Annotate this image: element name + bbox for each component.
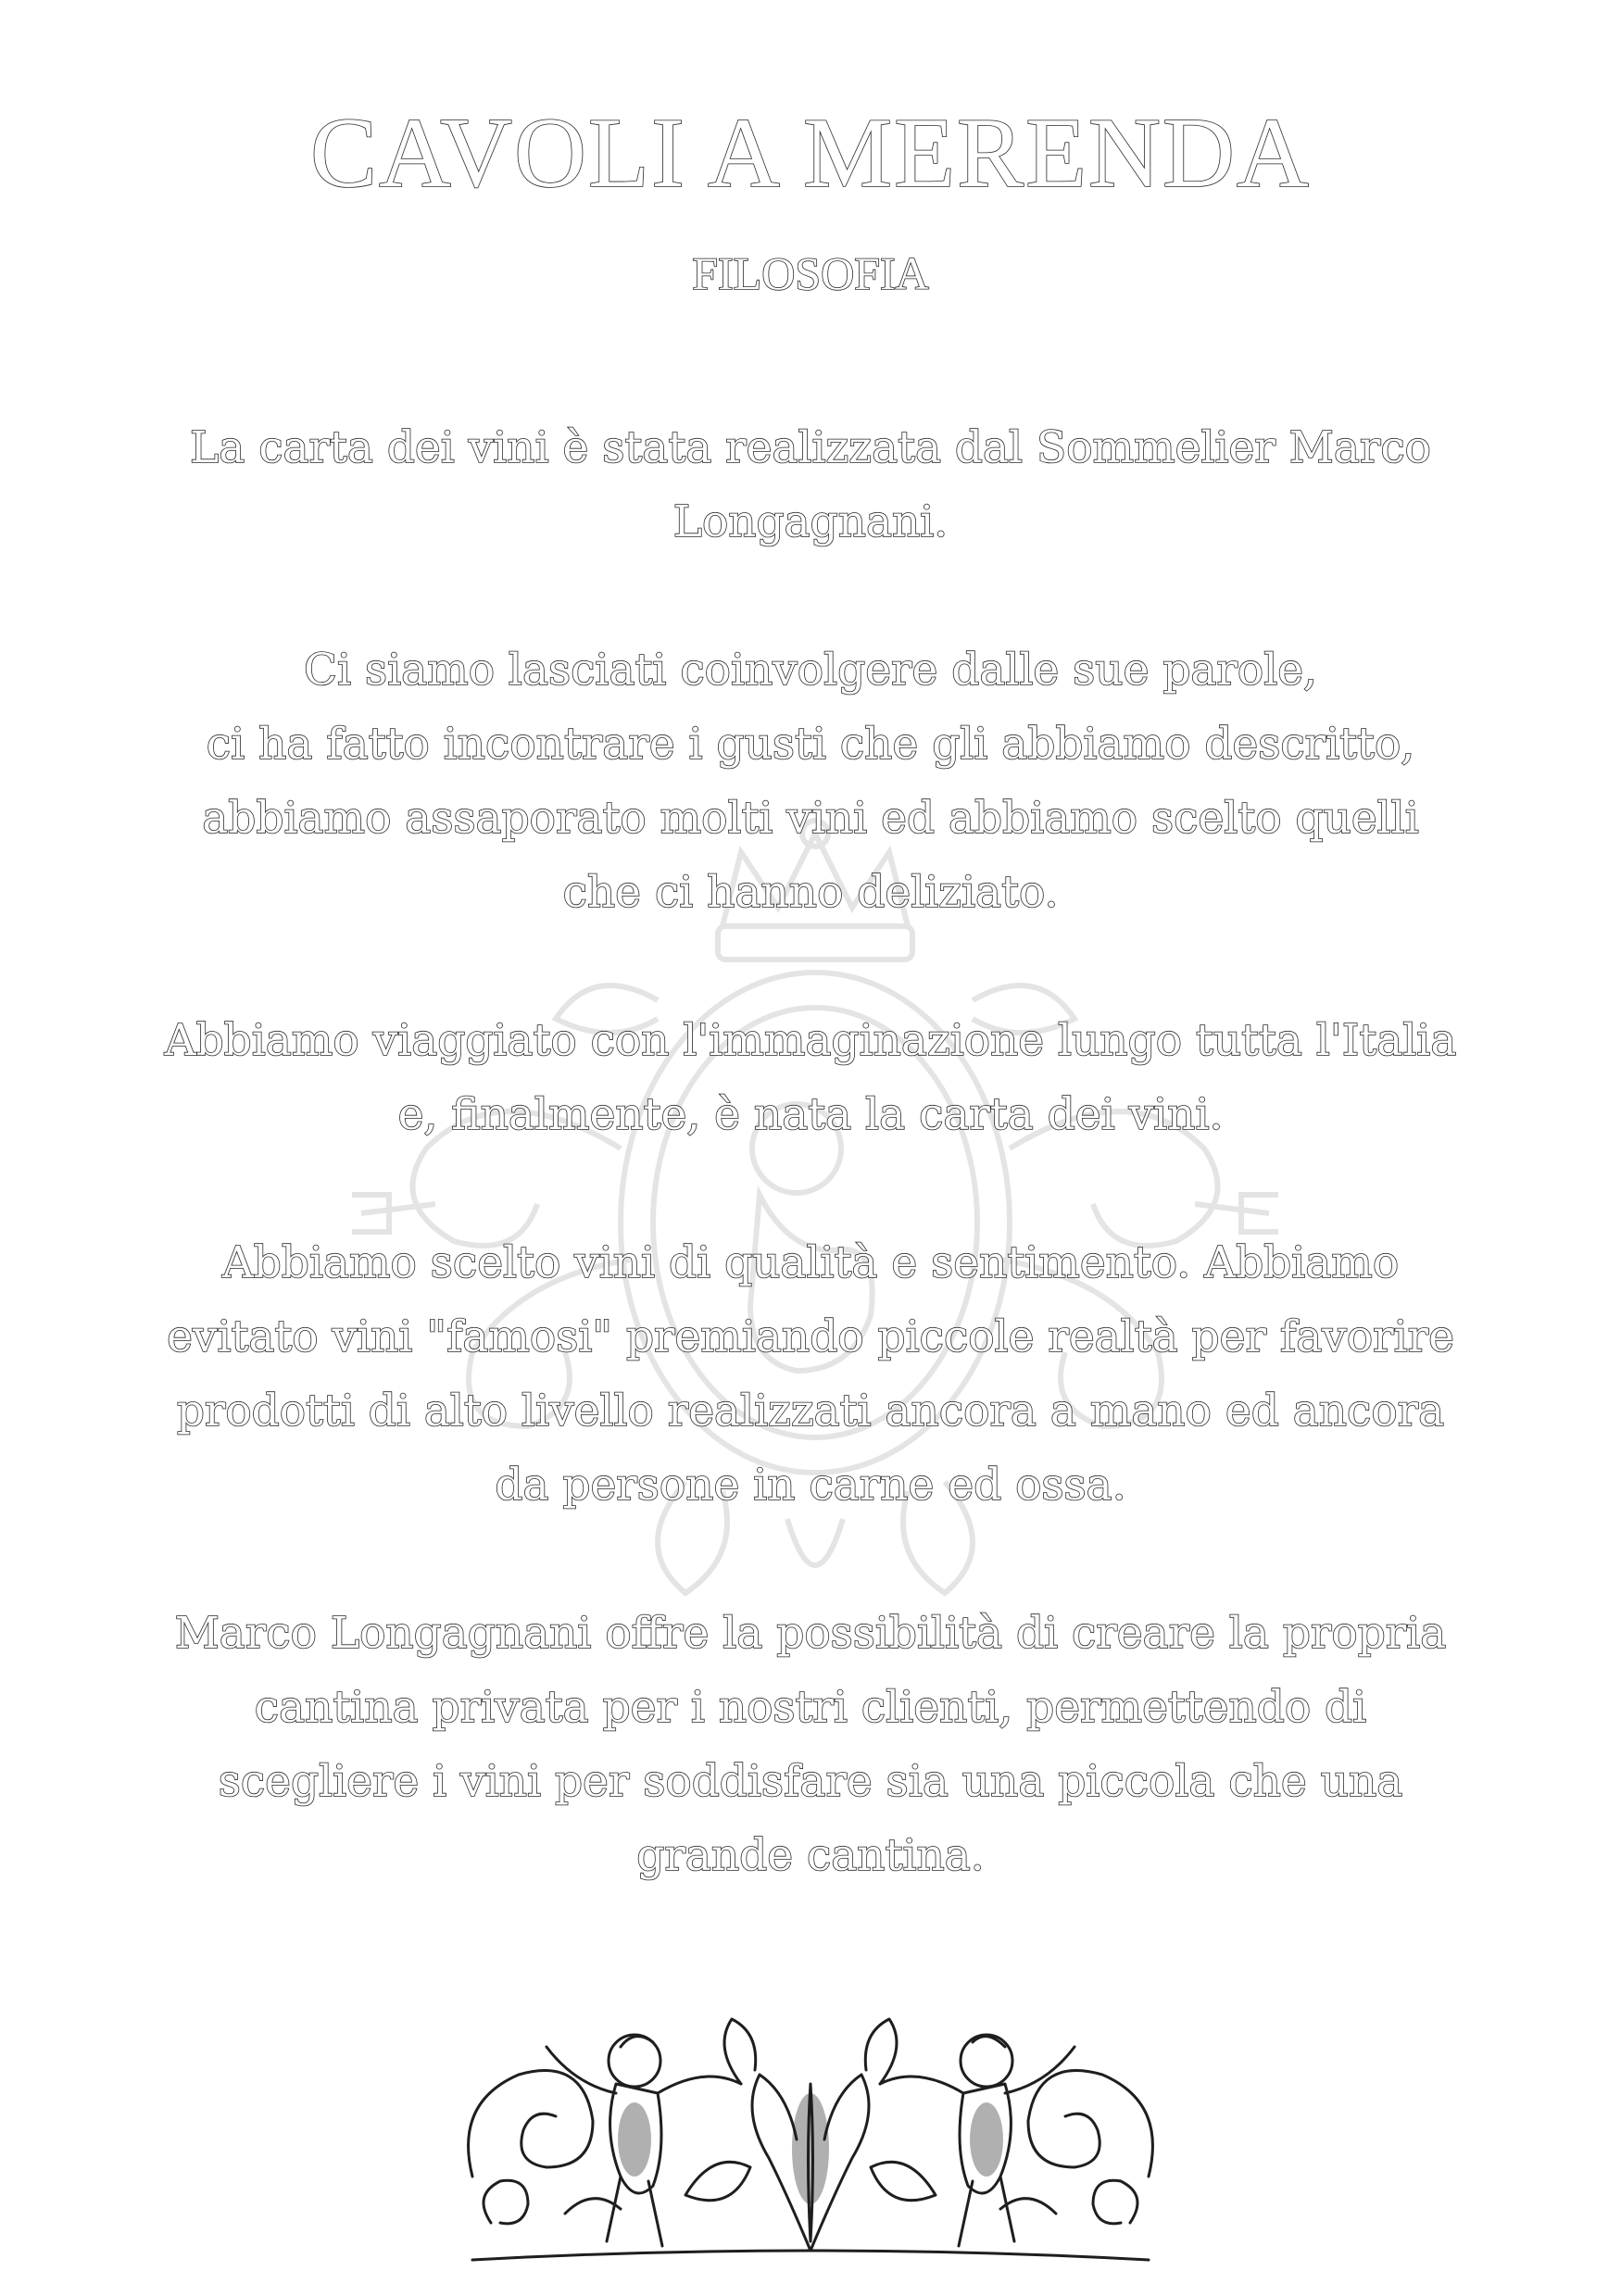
paragraph-sommelier: [83, 411, 1538, 559]
page-title: CAVOLI A MERENDA: [309, 98, 1312, 208]
text-line: ci ha fatto incontrare i gusti che gli abbiamo descritto,: [206, 719, 1415, 770]
text-line: da persone in carne ed ossa.: [495, 1460, 1126, 1511]
cherubs-ornament-icon: [435, 1991, 1186, 2269]
paragraph-private-cellar: [83, 1597, 1538, 1893]
text-line: scegliere i vini per soddisfare sia una piccola che una: [218, 1756, 1403, 1807]
section-subtitle: FILOSOFIA: [692, 247, 929, 299]
text-line: che ci hanno deliziato.: [562, 867, 1059, 918]
text-line: La carta dei vini è stata realizzata dal Sommelier Marco: [190, 422, 1431, 473]
text-line: Abbiamo scelto vini di qualità e sentimento. Abbiamo: [221, 1237, 1400, 1288]
text-line: abbiamo assaporato molti vini ed abbiamo scelto quelli: [202, 793, 1419, 844]
philosophy-text: [83, 411, 1538, 1967]
text-line: Ci siamo lasciati coinvolgere dalle sue parole,: [304, 645, 1317, 696]
text-line: Longagnani.: [672, 496, 949, 547]
text-line: evitato vini "famosi" premiando piccole realtà per favorire: [167, 1311, 1454, 1362]
paragraph-quality: [83, 1226, 1538, 1523]
text-line: e, finalmente, è nata la carta dei vini.: [397, 1089, 1224, 1140]
paragraph-italy: [83, 1004, 1538, 1152]
text-line: grande cantina.: [636, 1830, 985, 1881]
paragraph-tasting: [83, 634, 1538, 930]
text-line: Marco Longagnani offre la possibilità di creare la propria: [174, 1608, 1447, 1659]
text-line: prodotti di alto livello realizzati ancora a mano ed ancora: [176, 1386, 1445, 1437]
text-line: Abbiamo viaggiato con l'immaginazione lungo tutta l'Italia: [164, 1015, 1457, 1066]
text-line: cantina privata per i nostri clienti, permettendo di: [254, 1682, 1367, 1733]
